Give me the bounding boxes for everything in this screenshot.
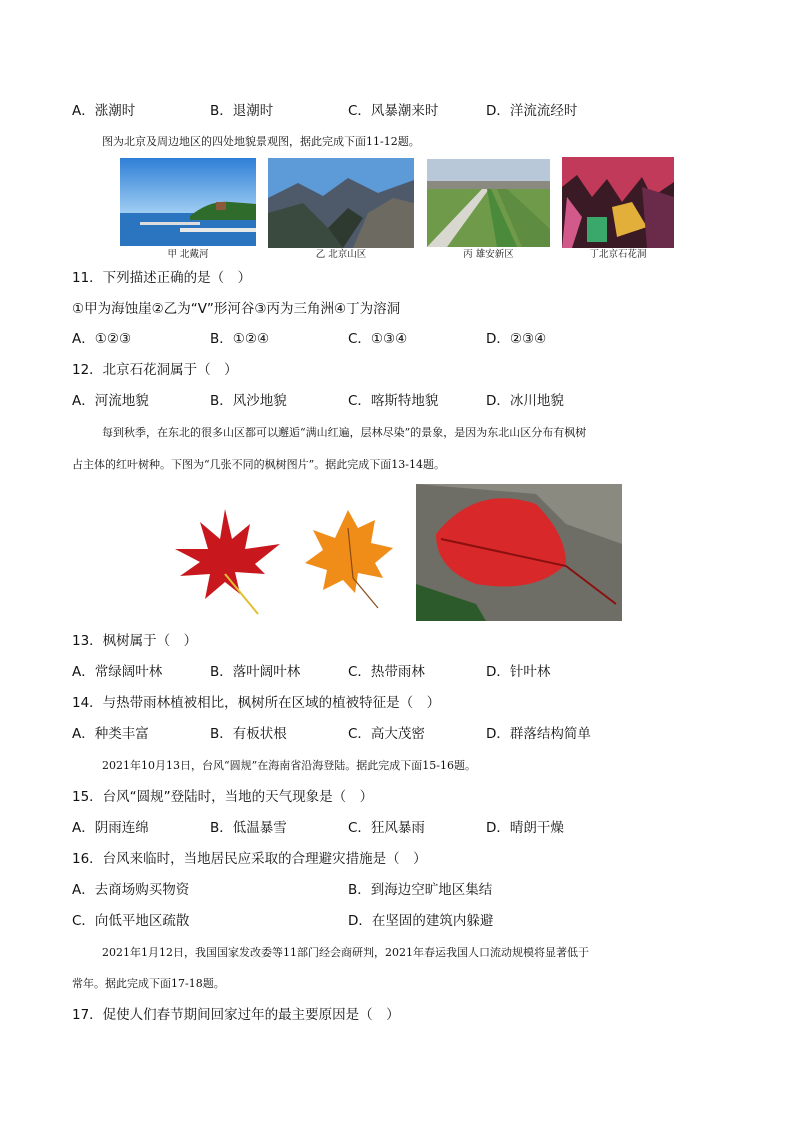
q11-stem: 11．下列描述正确的是（ ） bbox=[72, 270, 252, 286]
q16-stem: 16．台风来临时，当地居民应采取的合理避灾措施是（ ） bbox=[72, 851, 427, 867]
q12-stem: 12．北京石花洞属于（ ） bbox=[72, 362, 238, 378]
q14-option-a: A．种类丰富 bbox=[72, 726, 149, 742]
q13-option-c: C．热带雨林 bbox=[348, 664, 425, 680]
q11-option-c: C．①③④ bbox=[348, 331, 408, 347]
q13-stem: 13．枫树属于（ ） bbox=[72, 633, 198, 649]
q15-option-d: D．晴朗干燥 bbox=[486, 820, 564, 836]
intro-17-18-line1: 2021年1月12日，我国国家发改委等11部门经会商研判，2021年春运我国人口流动规模将显著低于 bbox=[102, 946, 589, 959]
q17-stem: 17．促使人们春节期间回家过年的最主要原因是（ ） bbox=[72, 1007, 400, 1023]
q16-option-b: B．到海边空旷地区集结 bbox=[348, 882, 493, 898]
q15-stem: 15．台风“圆规”登陆时，当地的天气现象是（ ） bbox=[72, 789, 374, 805]
photo-shihua-cave bbox=[562, 157, 674, 248]
q11-option-d: D．②③④ bbox=[486, 331, 547, 347]
q11-option-a: A．①②③ bbox=[72, 331, 132, 347]
q16-option-c: C．向低平地区疏散 bbox=[72, 913, 190, 929]
q15-option-b: B．低温暴雪 bbox=[210, 820, 287, 836]
photo-label-beidaihe: 甲 北戴河 bbox=[167, 249, 209, 260]
q16-option-a: A．去商场购买物资 bbox=[72, 882, 190, 898]
q12-option-d: D．冰川地貌 bbox=[486, 393, 564, 409]
q14-stem: 14．与热带雨林植被相比，枫树所在区域的植被特征是（ ） bbox=[72, 695, 441, 711]
q13-option-b: B．落叶阔叶林 bbox=[210, 664, 301, 680]
q14-option-c: C．高大茂密 bbox=[348, 726, 425, 742]
image-orange-maple-leaf bbox=[303, 508, 395, 612]
image-birch-leaf-on-rock bbox=[416, 484, 622, 621]
q10-option-b: B．退潮时 bbox=[210, 103, 274, 119]
q13-option-a: A．常绿阔叶林 bbox=[72, 664, 163, 680]
q14-option-b: B．有板状根 bbox=[210, 726, 287, 742]
intro-15-16: 2021年10月13日，台风“圆规”在海南省沿海登陆。据此完成下面15-16题。 bbox=[102, 759, 476, 772]
intro-11-12: 图为北京及周边地区的四处地貌景观图，据此完成下面11-12题。 bbox=[102, 135, 420, 148]
photo-label-beijing-mountains: 乙 北京山区 bbox=[315, 249, 367, 260]
q12-option-b: B．风沙地貌 bbox=[210, 393, 287, 409]
photo-beijing-mountains bbox=[268, 158, 414, 248]
q15-option-a: A．阴雨连绵 bbox=[72, 820, 149, 836]
q10-option-c: C．风暴潮来时 bbox=[348, 103, 439, 119]
photo-xiongan bbox=[427, 159, 550, 247]
intro-17-18-line2: 常年。据此完成下面17-18题。 bbox=[72, 977, 225, 990]
intro-13-14-line1: 每到秋季，在东北的很多山区都可以邂逅“满山红遍，层林尽染”的景象，是因为东北山区分布有枫树 bbox=[102, 426, 587, 439]
image-red-maple-leaf bbox=[170, 504, 290, 616]
photo-beidaihe bbox=[120, 158, 256, 246]
q14-option-d: D．群落结构简单 bbox=[486, 726, 591, 742]
q10-option-a: A．涨潮时 bbox=[72, 103, 136, 119]
photo-label-shihua-cave: 丁北京石花洞 bbox=[589, 249, 647, 260]
q10-option-d: D．洋流流经时 bbox=[486, 103, 578, 119]
q15-option-c: C．狂风暴雨 bbox=[348, 820, 425, 836]
q11-statements: ①甲为海蚀崖②乙为“V”形河谷③丙为三角洲④丁为溶洞 bbox=[72, 301, 401, 317]
q13-option-d: D．针叶林 bbox=[486, 664, 551, 680]
q11-option-b: B．①②④ bbox=[210, 331, 270, 347]
q12-option-a: A．河流地貌 bbox=[72, 393, 149, 409]
q12-option-c: C．喀斯特地貌 bbox=[348, 393, 439, 409]
photo-label-xiongan: 丙 雄安新区 bbox=[463, 249, 514, 260]
q16-option-d: D．在坚固的建筑内躲避 bbox=[348, 913, 494, 929]
intro-13-14-line2: 占主体的红叶树种。下图为“几张不同的枫树图片”。据此完成下面13-14题。 bbox=[72, 458, 445, 471]
